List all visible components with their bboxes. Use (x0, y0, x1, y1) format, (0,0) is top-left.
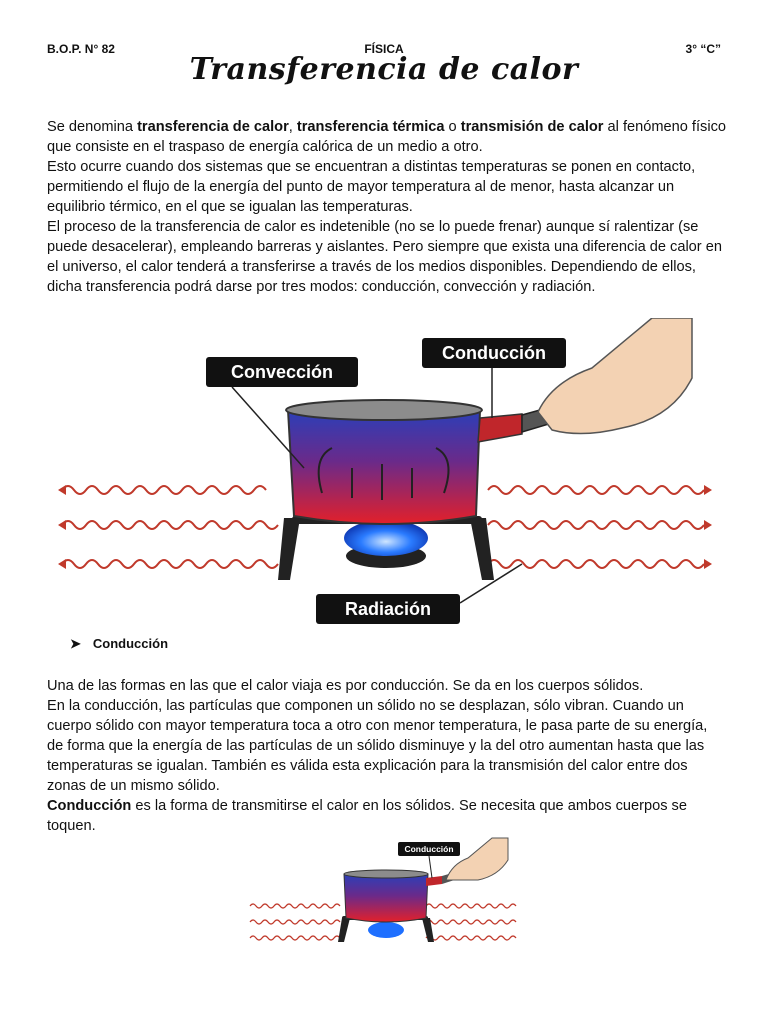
conduction-definition: Conducción es la forma de transmitirse el calor en los sólidos. Se necesita que ambos cuerpos se toquen. (47, 798, 687, 834)
svg-text:Convección: Convección (230, 362, 334, 382)
subject-label: FÍSICA (364, 42, 404, 56)
conduction-p1: Una de las formas en las que el calor viaja es por conducción. Se da en los cuerpos sólidos. (47, 678, 644, 694)
course-label: 3° “C” (685, 42, 721, 56)
arrow-bullet-icon: ➤ (70, 636, 81, 651)
flame-small-icon (368, 922, 404, 938)
svg-text:Radiación: Radiación (344, 599, 432, 619)
conduction-text (47, 676, 727, 836)
flame-icon (344, 520, 428, 556)
intro-sentence-2: Esto ocurre cuando dos sistemas que se encuentran a distintas temperaturas se ponen en contacto, permitiendo el flujo de la energía del punto de mayor temperatura al de menor, hasta alcanzar un equilibrio térmico, en el que se igualan las temperaturas. (47, 159, 696, 215)
school-label: B.O.P. N° 82 (47, 42, 115, 56)
conduction-diagram (246, 834, 522, 964)
conduction-p2: En la conducción, las partículas que componen un sólido no se desplazan, sólo vibran. Cuando un cuerpo sólido con mayor temperatura toca a otro con menor temperatura, le pasa parte de su energía, de forma que la energía de las partículas de un sólido disminuye y la del otro aumentan hasta que las temperaturas se igualan. También es válida esta explicación para la transmisión del calor entre dos zonas de un mismo sólido. (47, 698, 708, 794)
heat-transfer-diagram (52, 318, 717, 630)
page-title: Transferencia de calor (189, 52, 579, 87)
section-heading (70, 636, 168, 652)
label-conduccion-small: Conducción (404, 844, 454, 854)
intro-sentence-3: El proceso de la transferencia de calor es indetenible (no se lo puede frenar) aunque sí ralentizar (se puede desacelerar), empleando barreras y aislantes. Pero siempre que exista una diferencia de calor en el universo, el calor tenderá a transferirse a través de los medios disponibles. Dependiendo de ellos, dicha transferencia podrá darse por tres modos: conducción, convección y radiación. (47, 219, 722, 295)
intro-text (47, 117, 727, 297)
section-heading-text: Conducción (92, 636, 169, 651)
svg-text:Conducción: Conducción (442, 343, 546, 363)
intro-sentence-1: Se denomina transferencia de calor, transferencia térmica o transmisión de calor al fenómeno físico que consiste en el traspaso de energía calórica de un medio a otro. (47, 119, 726, 155)
hand-icon (538, 318, 692, 434)
